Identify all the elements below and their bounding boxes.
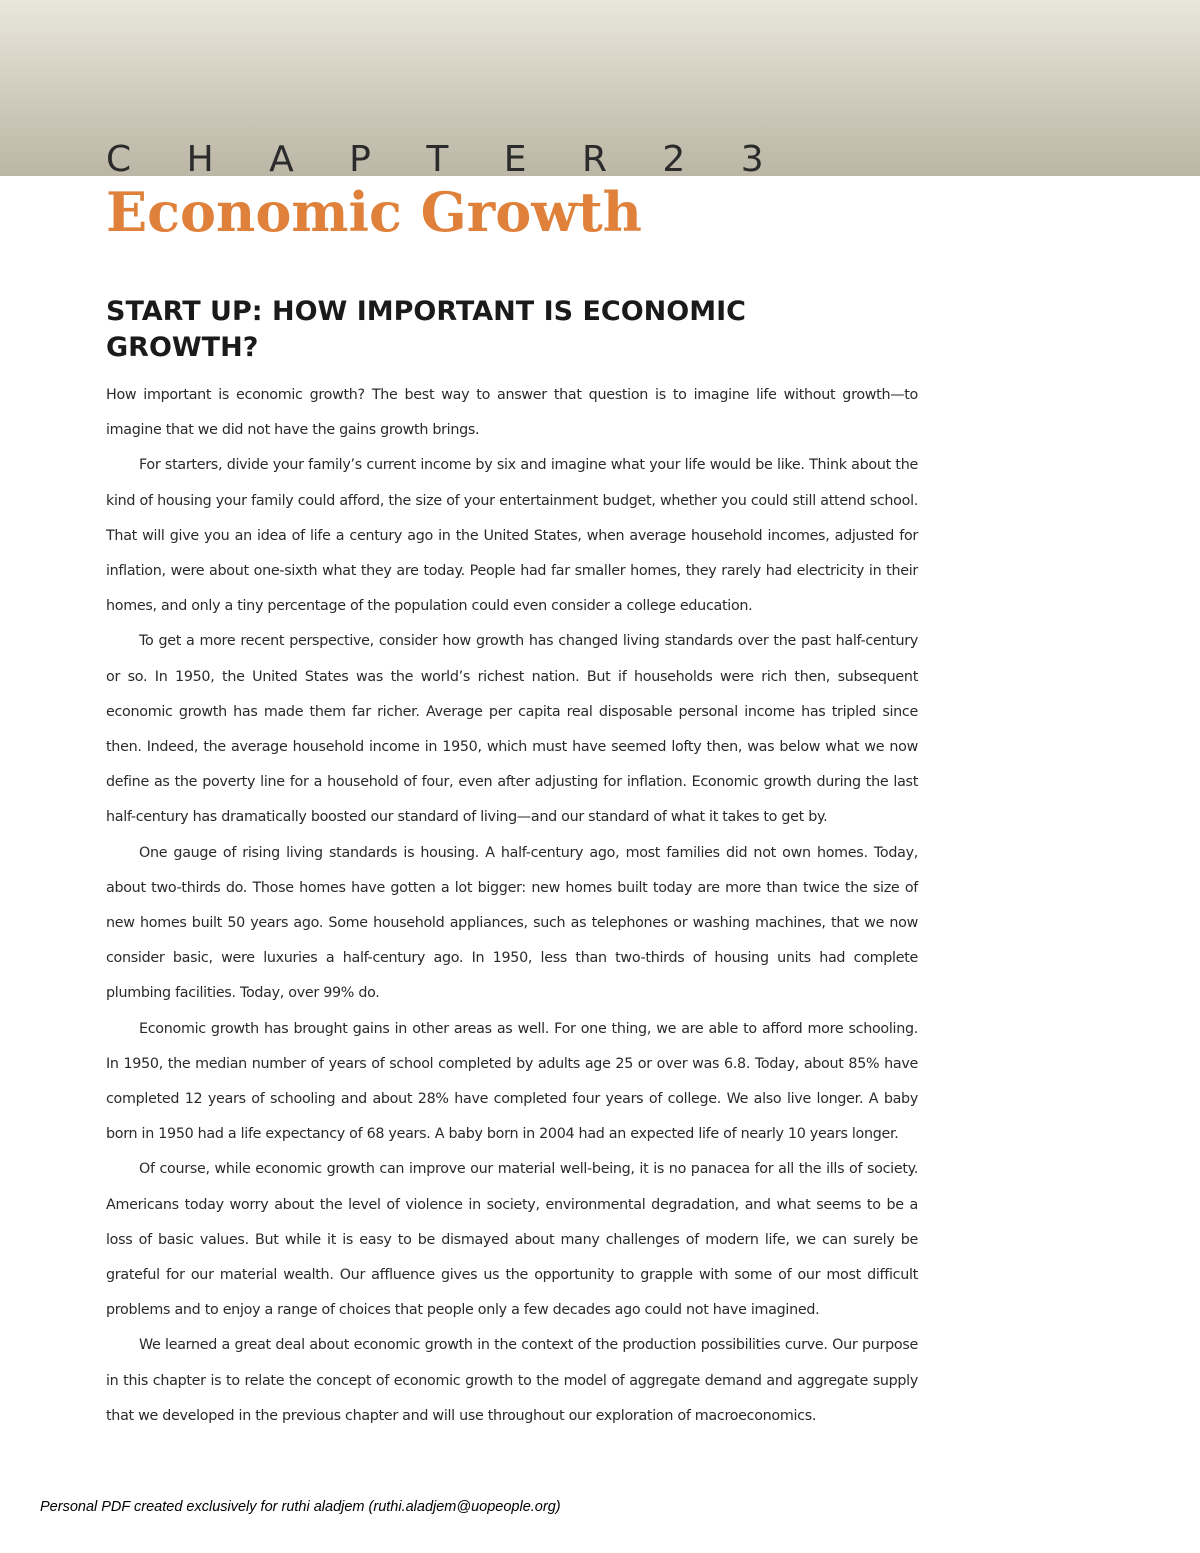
chapter-title: Economic Growth bbox=[106, 180, 642, 244]
chapter-label: C H A P T E R 2 3 bbox=[106, 139, 786, 180]
body-text bbox=[106, 378, 918, 1434]
paragraph-2: For starters, divide your family’s current income by six and imagine what your life would be like. Think about the kind of housing your family could afford, the size of your entertainment budget, whether you could still attend school. That will give you an idea of life a century ago in the United States, when average household incomes, adjusted for inflation, were about one-sixth what they are today. People had far smaller homes, they rarely had electricity in their homes, and only a tiny percentage of the population could even consider a college education. bbox=[106, 457, 918, 615]
paragraph-3: To get a more recent perspective, consider how growth has changed living standards over the past half-century or so. In 1950, the United States was the world’s richest nation. But if households were rich then, subsequent economic growth has made them far richer. Average per capita real disposable personal income has tripled since then. Indeed, the average household income in 1950, which must have seemed lofty then, was below what we now define as the poverty line for a household of four, even after adjusting for inflation. Economic growth during the last half-century has dramatically boosted our standard of living—and our standard of what it takes to get by. bbox=[106, 633, 918, 826]
footer-note: Personal PDF created exclusively for ruthi aladjem (ruthi.aladjem@uopeople.org) bbox=[40, 1499, 561, 1515]
paragraph-4: One gauge of rising living standards is housing. A half-century ago, most families did not own homes. Today, about two-thirds do. Those homes have gotten a lot bigger: new homes built today are more than twice the size of new homes built 50 years ago. Some household appliances, such as telephones or washing machines, that we now consider basic, were luxuries a half-century ago. In 1950, less than two-thirds of housing units had complete plumbing facilities. Today, over 99% do. bbox=[106, 844, 918, 1002]
paragraph-1: How important is economic growth? The best way to answer that question is to imagine life without growth—to imagine that we did not have the gains growth brings. bbox=[106, 387, 918, 439]
paragraph-6: Of course, while economic growth can improve our material well-being, it is no panacea for all the ills of society. Americans today worry about the level of violence in society, environmental degradation, and what seems to be a loss of basic values. But while it is easy to be dismayed about many challenges of modern life, we can surely be grateful for our material wealth. Our affluence gives us the opportunity to grapple with some of our most difficult problems and to enjoy a range of choices that people only a few decades ago could not have imagined. bbox=[106, 1161, 918, 1319]
paragraph-5: Economic growth has brought gains in other areas as well. For one thing, we are able to afford more schooling. In 1950, the median number of years of school completed by adults age 25 or over was 6.8. Today, about 85% have completed 12 years of schooling and about 28% have completed four years of college. We also live longer. A baby born in 1950 had a life expectancy of 68 years. A baby born in 2004 had an expected life of nearly 10 years longer. bbox=[106, 1020, 918, 1143]
paragraph-7: We learned a great deal about economic growth in the context of the production possibilities curve. Our purpose in this chapter is to relate the concept of economic growth to the model of aggregate demand and aggregate supply that we developed in the previous chapter and will use throughout our exploration of macroeconomics. bbox=[106, 1337, 918, 1424]
section-heading: START UP: HOW IMPORTANT IS ECONOMIC GROWTH? bbox=[106, 296, 746, 363]
